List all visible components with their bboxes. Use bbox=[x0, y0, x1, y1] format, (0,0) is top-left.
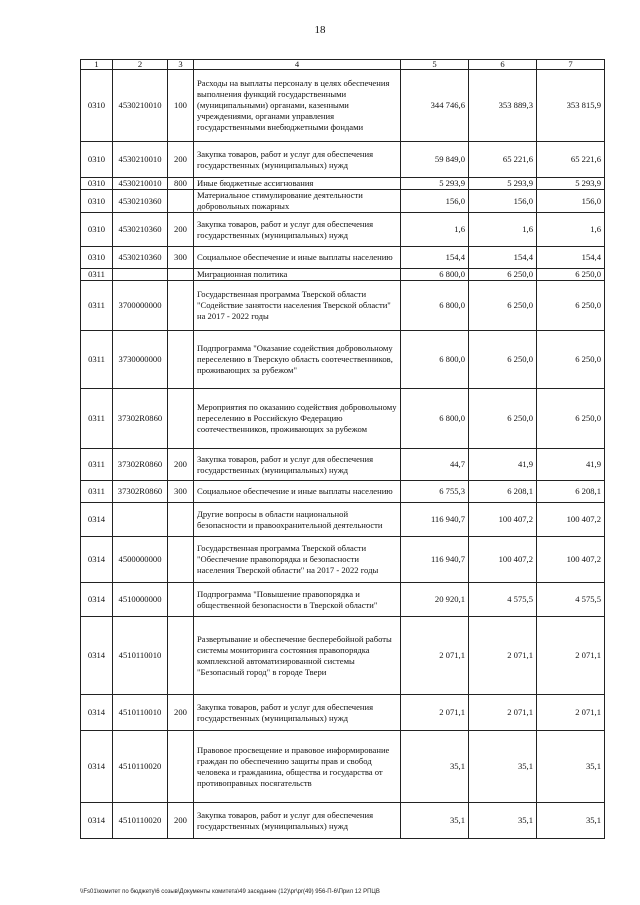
amount-col5-cell: 59 849,0 bbox=[401, 142, 469, 178]
amount-col6-cell: 6 250,0 bbox=[469, 389, 537, 449]
amount-col5-cell: 6 755,3 bbox=[401, 481, 469, 503]
target-article-cell: 37302R0860 bbox=[113, 389, 168, 449]
expense-type-cell bbox=[168, 389, 194, 449]
expense-type-cell: 300 bbox=[168, 247, 194, 269]
section-code-cell: 0310 bbox=[81, 178, 113, 190]
table-row bbox=[81, 331, 605, 389]
table-row bbox=[81, 803, 605, 839]
amount-col7-cell: 41,9 bbox=[537, 449, 605, 481]
amount-col7-cell: 100 407,2 bbox=[537, 503, 605, 537]
target-article-cell: 37302R0860 bbox=[113, 481, 168, 503]
description-cell: Правовое просвещение и правовое информирование граждан по обеспечению защиты прав и свобод человека и гражданина, общества и государства от противоправных посягательств bbox=[194, 731, 401, 803]
description-cell: Закупка товаров, работ и услуг для обеспечения государственных (муниципальных) нужд bbox=[194, 142, 401, 178]
target-article-cell: 4510110010 bbox=[113, 695, 168, 731]
description-cell: Закупка товаров, работ и услуг для обеспечения государственных (муниципальных) нужд bbox=[194, 213, 401, 247]
description-cell: Подпрограмма "Оказание содействия добровольному переселению в Тверскую область соотечественников, проживающих за рубежом" bbox=[194, 331, 401, 389]
expense-type-cell bbox=[168, 583, 194, 617]
section-code-cell: 0314 bbox=[81, 617, 113, 695]
description-cell: Закупка товаров, работ и услуг для обеспечения государственных (муниципальных) нужд bbox=[194, 695, 401, 731]
amount-col7-cell: 6 208,1 bbox=[537, 481, 605, 503]
table-row bbox=[81, 70, 605, 142]
amount-col7-cell: 6 250,0 bbox=[537, 269, 605, 281]
target-article-cell: 4530210010 bbox=[113, 142, 168, 178]
amount-col6-cell: 6 250,0 bbox=[469, 281, 537, 331]
amount-col6-cell: 353 889,3 bbox=[469, 70, 537, 142]
description-cell: Развертывание и обеспечение бесперебойной работы системы мониторинга состояния правопорядка комплексной автоматизированной системы "Безопасный город" в городе Твери bbox=[194, 617, 401, 695]
amount-col5-cell: 6 800,0 bbox=[401, 281, 469, 331]
description-cell: Мероприятия по оказанию содействия добровольному переселению в Российскую Федерацию соотечественников, проживающих за рубежом bbox=[194, 389, 401, 449]
section-code-cell: 0311 bbox=[81, 389, 113, 449]
file-path-footer: \\Fs01\комитет по бюджету\6 созыв\Документы комитета\49 заседание (12)\pr\pr(49) 956-П-6\Прил 12 РПЦВ bbox=[80, 889, 380, 895]
amount-col5-cell: 2 071,1 bbox=[401, 695, 469, 731]
description-cell: Миграционная политика bbox=[194, 269, 401, 281]
description-cell: Государственная программа Тверской области "Содействие занятости населения Тверской области" на 2017 - 2022 годы bbox=[194, 281, 401, 331]
target-article-cell bbox=[113, 269, 168, 281]
amount-col5-cell: 5 293,9 bbox=[401, 178, 469, 190]
table-row bbox=[81, 503, 605, 537]
amount-col6-cell: 35,1 bbox=[469, 731, 537, 803]
target-article-cell: 4510000000 bbox=[113, 583, 168, 617]
amount-col7-cell: 5 293,9 bbox=[537, 178, 605, 190]
amount-col6-cell: 156,0 bbox=[469, 190, 537, 213]
header-cell: 6 bbox=[469, 60, 537, 70]
budget-table bbox=[80, 59, 605, 839]
amount-col5-cell: 6 800,0 bbox=[401, 331, 469, 389]
section-code-cell: 0314 bbox=[81, 695, 113, 731]
section-code-cell: 0314 bbox=[81, 803, 113, 839]
section-code-cell: 0311 bbox=[81, 281, 113, 331]
section-code-cell: 0311 bbox=[81, 269, 113, 281]
target-article-cell: 4510110020 bbox=[113, 731, 168, 803]
amount-col7-cell: 6 250,0 bbox=[537, 281, 605, 331]
amount-col5-cell: 1,6 bbox=[401, 213, 469, 247]
expense-type-cell bbox=[168, 537, 194, 583]
header-cell: 4 bbox=[194, 60, 401, 70]
target-article-cell: 4530210360 bbox=[113, 190, 168, 213]
expense-type-cell bbox=[168, 617, 194, 695]
table-row bbox=[81, 247, 605, 269]
amount-col6-cell: 100 407,2 bbox=[469, 537, 537, 583]
target-article-cell: 4510110010 bbox=[113, 617, 168, 695]
section-code-cell: 0310 bbox=[81, 70, 113, 142]
section-code-cell: 0314 bbox=[81, 503, 113, 537]
amount-col6-cell: 4 575,5 bbox=[469, 583, 537, 617]
expense-type-cell: 200 bbox=[168, 803, 194, 839]
amount-col7-cell: 65 221,6 bbox=[537, 142, 605, 178]
amount-col7-cell: 6 250,0 bbox=[537, 331, 605, 389]
expense-type-cell: 300 bbox=[168, 481, 194, 503]
description-cell: Иные бюджетные ассигнования bbox=[194, 178, 401, 190]
target-article-cell: 4530210360 bbox=[113, 213, 168, 247]
target-article-cell: 3700000000 bbox=[113, 281, 168, 331]
description-cell: Социальное обеспечение и иные выплаты населению bbox=[194, 247, 401, 269]
table-row bbox=[81, 142, 605, 178]
target-article-cell: 4530210010 bbox=[113, 178, 168, 190]
expense-type-cell: 200 bbox=[168, 142, 194, 178]
section-code-cell: 0311 bbox=[81, 481, 113, 503]
amount-col6-cell: 2 071,1 bbox=[469, 695, 537, 731]
amount-col6-cell: 6 208,1 bbox=[469, 481, 537, 503]
table-row bbox=[81, 190, 605, 213]
amount-col7-cell: 154,4 bbox=[537, 247, 605, 269]
amount-col7-cell: 156,0 bbox=[537, 190, 605, 213]
table-row bbox=[81, 695, 605, 731]
amount-col6-cell: 2 071,1 bbox=[469, 617, 537, 695]
expense-type-cell: 100 bbox=[168, 70, 194, 142]
header-cell: 3 bbox=[168, 60, 194, 70]
section-code-cell: 0311 bbox=[81, 331, 113, 389]
amount-col6-cell: 1,6 bbox=[469, 213, 537, 247]
header-cell: 1 bbox=[81, 60, 113, 70]
description-cell: Закупка товаров, работ и услуг для обеспечения государственных (муниципальных) нужд bbox=[194, 803, 401, 839]
table-row bbox=[81, 481, 605, 503]
expense-type-cell: 800 bbox=[168, 178, 194, 190]
page-number: 18 bbox=[314, 24, 326, 36]
table-row bbox=[81, 213, 605, 247]
target-article-cell: 37302R0860 bbox=[113, 449, 168, 481]
amount-col7-cell: 2 071,1 bbox=[537, 617, 605, 695]
amount-col6-cell: 6 250,0 bbox=[469, 331, 537, 389]
header-cell: 7 bbox=[537, 60, 605, 70]
description-cell: Подпрограмма "Повышение правопорядка и общественной безопасности в Тверской области" bbox=[194, 583, 401, 617]
expense-type-cell bbox=[168, 281, 194, 331]
amount-col5-cell: 154,4 bbox=[401, 247, 469, 269]
description-cell: Материальное стимулирование деятельности добровольных пожарных bbox=[194, 190, 401, 213]
section-code-cell: 0314 bbox=[81, 583, 113, 617]
section-code-cell: 0311 bbox=[81, 449, 113, 481]
amount-col7-cell: 35,1 bbox=[537, 803, 605, 839]
amount-col7-cell: 1,6 bbox=[537, 213, 605, 247]
expense-type-cell bbox=[168, 503, 194, 537]
expense-type-cell: 200 bbox=[168, 213, 194, 247]
target-article-cell: 3730000000 bbox=[113, 331, 168, 389]
table-row bbox=[81, 281, 605, 331]
table-row bbox=[81, 389, 605, 449]
table-header-row bbox=[81, 60, 605, 70]
amount-col5-cell: 20 920,1 bbox=[401, 583, 469, 617]
amount-col5-cell: 6 800,0 bbox=[401, 389, 469, 449]
description-cell: Социальное обеспечение и иные выплаты населению bbox=[194, 481, 401, 503]
amount-col5-cell: 156,0 bbox=[401, 190, 469, 213]
amount-col6-cell: 100 407,2 bbox=[469, 503, 537, 537]
table-row bbox=[81, 583, 605, 617]
section-code-cell: 0314 bbox=[81, 731, 113, 803]
amount-col5-cell: 116 940,7 bbox=[401, 537, 469, 583]
table-row bbox=[81, 731, 605, 803]
target-article-cell bbox=[113, 503, 168, 537]
amount-col5-cell: 6 800,0 bbox=[401, 269, 469, 281]
amount-col5-cell: 116 940,7 bbox=[401, 503, 469, 537]
description-cell: Другие вопросы в области национальной безопасности и правоохранительной деятельности bbox=[194, 503, 401, 537]
table-row bbox=[81, 537, 605, 583]
header-cell: 5 bbox=[401, 60, 469, 70]
expense-type-cell: 200 bbox=[168, 695, 194, 731]
expense-type-cell bbox=[168, 269, 194, 281]
amount-col5-cell: 44,7 bbox=[401, 449, 469, 481]
table-row bbox=[81, 269, 605, 281]
amount-col7-cell: 35,1 bbox=[537, 731, 605, 803]
amount-col5-cell: 35,1 bbox=[401, 731, 469, 803]
section-code-cell: 0310 bbox=[81, 142, 113, 178]
table-row bbox=[81, 617, 605, 695]
amount-col5-cell: 35,1 bbox=[401, 803, 469, 839]
section-code-cell: 0310 bbox=[81, 213, 113, 247]
target-article-cell: 4530210010 bbox=[113, 70, 168, 142]
amount-col7-cell: 4 575,5 bbox=[537, 583, 605, 617]
expense-type-cell bbox=[168, 731, 194, 803]
target-article-cell: 4500000000 bbox=[113, 537, 168, 583]
expense-type-cell bbox=[168, 190, 194, 213]
amount-col6-cell: 154,4 bbox=[469, 247, 537, 269]
amount-col6-cell: 65 221,6 bbox=[469, 142, 537, 178]
header-cell: 2 bbox=[113, 60, 168, 70]
target-article-cell: 4510110020 bbox=[113, 803, 168, 839]
table-row bbox=[81, 449, 605, 481]
expense-type-cell: 200 bbox=[168, 449, 194, 481]
amount-col7-cell: 353 815,9 bbox=[537, 70, 605, 142]
amount-col7-cell: 100 407,2 bbox=[537, 537, 605, 583]
description-cell: Закупка товаров, работ и услуг для обеспечения государственных (муниципальных) нужд bbox=[194, 449, 401, 481]
section-code-cell: 0314 bbox=[81, 537, 113, 583]
table-row bbox=[81, 178, 605, 190]
amount-col6-cell: 35,1 bbox=[469, 803, 537, 839]
section-code-cell: 0310 bbox=[81, 190, 113, 213]
description-cell: Государственная программа Тверской области "Обеспечение правопорядка и безопасности населения Тверской области" на 2017 - 2022 годы bbox=[194, 537, 401, 583]
amount-col5-cell: 344 746,6 bbox=[401, 70, 469, 142]
amount-col7-cell: 2 071,1 bbox=[537, 695, 605, 731]
amount-col6-cell: 6 250,0 bbox=[469, 269, 537, 281]
amount-col6-cell: 5 293,9 bbox=[469, 178, 537, 190]
section-code-cell: 0310 bbox=[81, 247, 113, 269]
amount-col7-cell: 6 250,0 bbox=[537, 389, 605, 449]
target-article-cell: 4530210360 bbox=[113, 247, 168, 269]
amount-col6-cell: 41,9 bbox=[469, 449, 537, 481]
expense-type-cell bbox=[168, 331, 194, 389]
amount-col5-cell: 2 071,1 bbox=[401, 617, 469, 695]
description-cell: Расходы на выплаты персоналу в целях обеспечения выполнения функций государственными (муниципальными) органами, казенными учреждениями, органами управления государственными внебюджетными фондами bbox=[194, 70, 401, 142]
